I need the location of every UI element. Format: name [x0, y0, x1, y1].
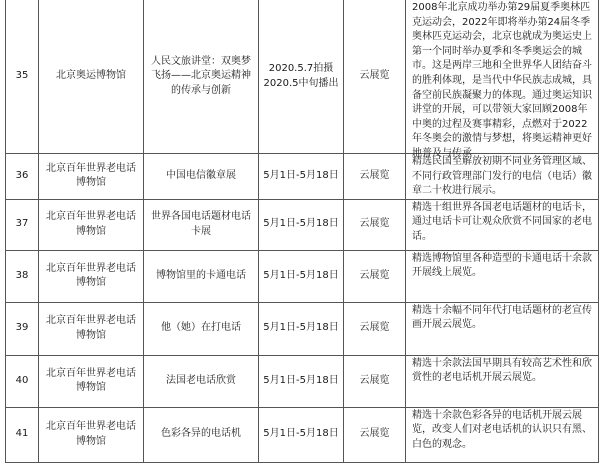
- form-cell: 云展览: [344, 355, 406, 407]
- table-row: [6, 302, 599, 355]
- description-text: 精选博物馆里各种造型的卡通电话十余款开展线上展览。: [412, 252, 592, 279]
- venue-cell: [39, 302, 144, 355]
- description-cell: [406, 355, 599, 407]
- row-number: 41: [6, 407, 39, 462]
- venue-name: 北京百年世界老电话博物馆: [46, 162, 136, 189]
- exhibition-date: 5月1日-5月18日: [263, 170, 339, 182]
- exhibition-date: 5月1日-5月18日: [263, 269, 339, 281]
- venue-name: 北京百年世界老电话博物馆: [46, 211, 136, 237]
- table-row: [6, 407, 599, 462]
- date-cell: [259, 199, 344, 250]
- description-cell: [406, 199, 599, 250]
- venue-cell: [39, 250, 144, 302]
- form-cell: 云展览: [344, 407, 406, 462]
- exhibition-date: 5月1日-5月18日: [263, 322, 339, 334]
- exhibition-title-cell: [144, 355, 259, 407]
- description-text: 精选十组世界各国老电话题材的电话卡，通过电话卡可让观众欣赏不同国家的老电话。: [412, 201, 592, 242]
- date-cell: [259, 250, 344, 302]
- description-cell: [406, 250, 599, 302]
- row-number: 36: [6, 154, 39, 200]
- exhibition-title: 中国电信徽章展: [166, 170, 236, 182]
- exhibition-title-cell: [144, 199, 259, 250]
- row-number: 37: [6, 199, 39, 250]
- exhibition-title: 色彩各异的电话机: [161, 428, 241, 440]
- exhibition-date: 5月1日-5月18日: [263, 428, 339, 440]
- table-row: [6, 355, 599, 407]
- description-text: 精选十余款色彩各异的电话机开展云展览，改变人们对老电话机的认识只有黑、白色的观念。: [412, 409, 592, 450]
- table-row: [6, 0, 599, 154]
- description-cell: [406, 154, 599, 200]
- exhibition-title-cell: [144, 154, 259, 200]
- date-cell: [259, 302, 344, 355]
- description-text: 精选民国至解放初期不同业务管理区域、不同行政管理部门发行的电信（电话）徽章二十枚进行展示。: [412, 156, 592, 197]
- date-cell: [259, 154, 344, 200]
- exhibition-title: 他（她）在打电话: [161, 322, 241, 334]
- venue-name: 北京百年世界老电话博物馆: [46, 367, 136, 394]
- venue-cell: [39, 154, 144, 200]
- exhibition-title-cell: [144, 407, 259, 462]
- exhibition-title: 法国老电话欣赏: [166, 374, 236, 386]
- date-cell: [259, 0, 344, 154]
- exhibition-title-cell: [144, 250, 259, 302]
- row-number: 39: [6, 302, 39, 355]
- exhibition-title: 博物馆里的卡通电话: [156, 269, 246, 281]
- description-cell: [406, 0, 599, 159]
- description-cell: [406, 407, 599, 462]
- venue-name: 北京百年世界老电话博物馆: [46, 421, 136, 447]
- form-cell: 云展览: [344, 250, 406, 302]
- venue-name: 北京百年世界老电话博物馆: [46, 262, 136, 289]
- table-row: [6, 250, 599, 302]
- row-number: 38: [6, 250, 39, 302]
- description-text: 精选十余幅不同年代打电话题材的老宣传画开展云展览。: [412, 304, 592, 331]
- venue-cell: [39, 199, 144, 250]
- venue-cell: [39, 0, 144, 154]
- exhibition-date: 5月1日-5月18日: [263, 218, 339, 230]
- description-text: 2008年北京成功举办第29届夏季奥林匹克运动会，2022年即将举办第24届冬季奥林匹克运动会，北京也就成为奥运史上第一个同时举办夏季和冬季奥运会的城市。这是两岸三地和全世界华人团结奋斗的胜利体现，是当代中华民族志成城，具备空前民族凝聚力的体现。通过奥运知识讲堂的开展，可以带领大家回顾2008年中奥的过程及赛事精彩，点燃对于2022年冬奥会的激情与梦想，将奥运精神更好地普及与传承: [412, 2, 592, 159]
- description-cell: [406, 302, 599, 355]
- table-row: [6, 199, 599, 250]
- venue-cell: [39, 355, 144, 407]
- exhibition-date: 5月1日-5月18日: [263, 374, 339, 386]
- date-cell: [259, 407, 344, 462]
- exhibition-table: [5, 0, 599, 463]
- form-cell: 云展览: [344, 302, 406, 355]
- venue-name: 北京奥运博物馆: [56, 70, 126, 82]
- description-text: 精选十余款法国早期具有较高艺术性和欣赏性的老电话机开展云展览。: [412, 357, 592, 384]
- form-cell: 云展览: [344, 0, 406, 154]
- exhibition-title-cell: [144, 0, 259, 154]
- form-cell: 云展览: [344, 154, 406, 200]
- venue-cell: [39, 407, 144, 462]
- exhibition-title: 世界各国电话题材电话卡展: [151, 211, 251, 237]
- exhibition-title: 人民文旅讲堂：双奥梦飞扬——北京奥运精神的传承与创新: [151, 55, 251, 96]
- exhibition-title-cell: [144, 302, 259, 355]
- row-number: 35: [6, 0, 39, 154]
- form-cell: 云展览: [344, 199, 406, 250]
- exhibition-date: 2020.5.7拍摄 2020.5中旬播出: [263, 62, 339, 89]
- date-cell: [259, 355, 344, 407]
- venue-name: 北京百年世界老电话博物馆: [46, 315, 136, 341]
- row-number: 40: [6, 355, 39, 407]
- table-row: [6, 154, 599, 200]
